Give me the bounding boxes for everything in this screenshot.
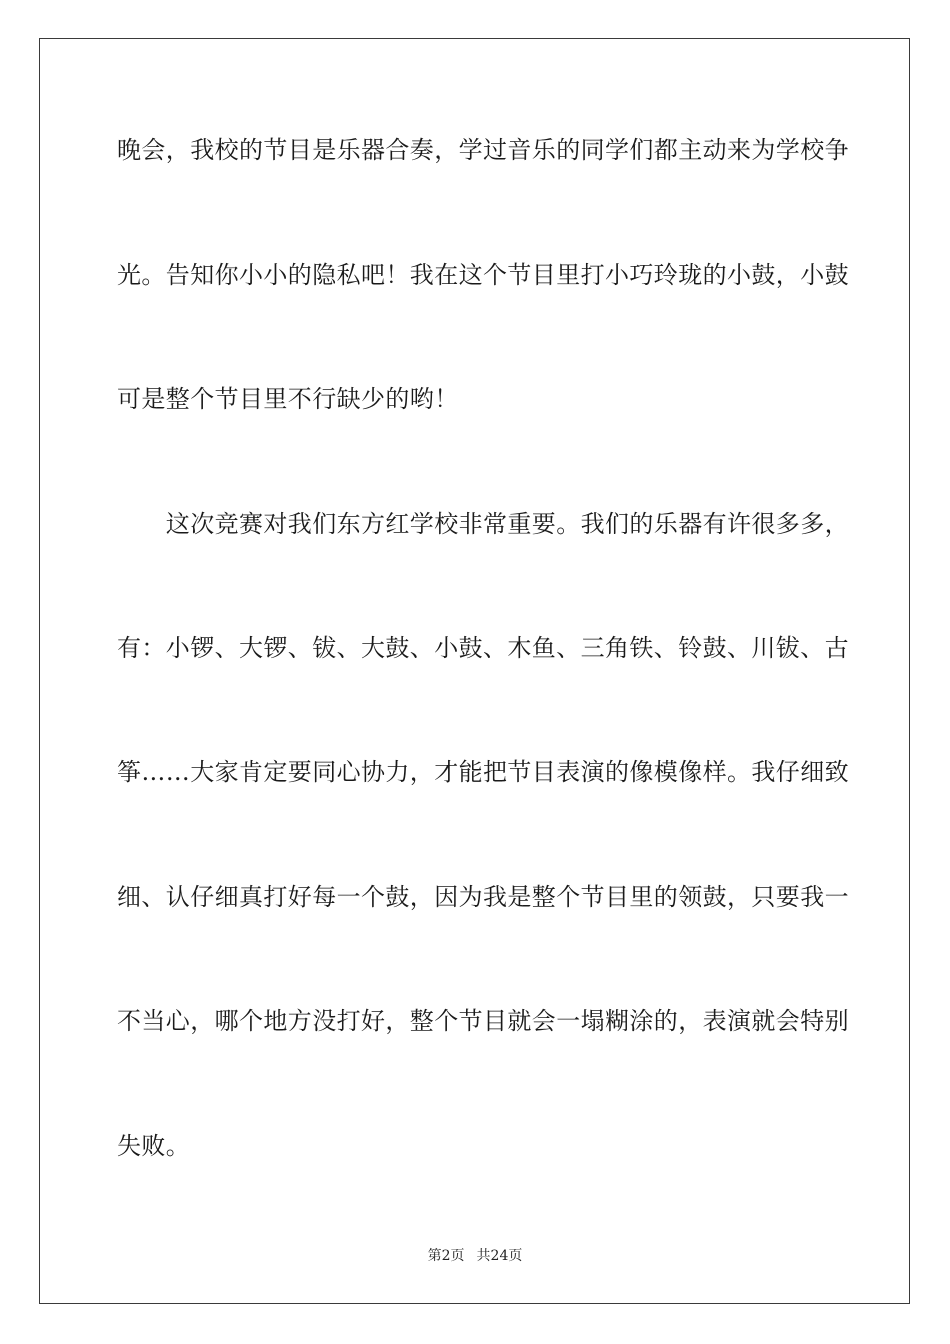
- text-line: 失败。: [117, 1132, 191, 1160]
- text-line: 有：小锣、大锣、钹、大鼓、小鼓、木鱼、三角铁、铃鼓、川钹、古: [117, 634, 849, 662]
- text-line: 可是整个节目里不行缺少的哟！: [117, 385, 459, 413]
- page-number: 第2页: [427, 1248, 465, 1264]
- text-line: 不当心，哪个地方没打好，整个节目就会一塌糊涂的，表演就会特别: [117, 1007, 849, 1035]
- text-line: 晚会，我校的节目是乐器合奏，学过音乐的同学们都主动来为学校争: [117, 136, 849, 164]
- text-line: 筝……大家肯定要同心协力，才能把节目表演的像模像样。我仔细致: [117, 758, 849, 786]
- text-line: 这次竞赛对我们东方红学校非常重要。我们的乐器有许很多多，: [117, 510, 849, 538]
- page-frame: [39, 38, 910, 1304]
- page-footer: [0, 1247, 950, 1265]
- page-total: 共24页: [476, 1248, 523, 1264]
- text-line: 细、认仔细真打好每一个鼓，因为我是整个节目里的领鼓，只要我一: [117, 883, 849, 911]
- text-line: 光。告知你小小的隐私吧！我在这个节目里打小巧玲珑的小鼓，小鼓: [117, 261, 849, 289]
